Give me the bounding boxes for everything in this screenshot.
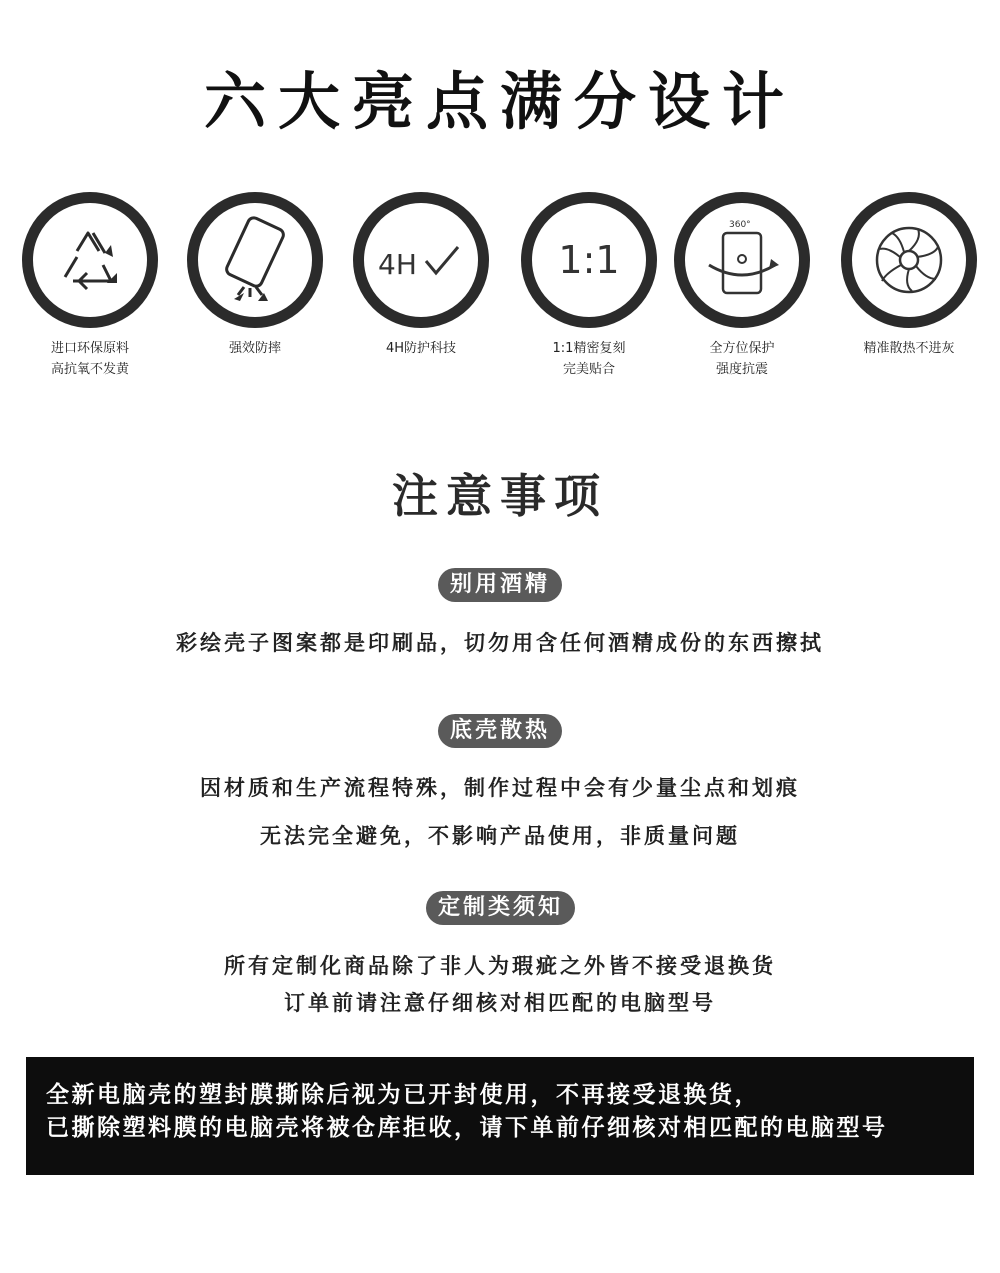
feature-item [10,192,170,380]
banner-line: 全新电脑壳的塑封膜撕除后视为已开封使用，不再接受退换货， [46,1082,760,1108]
notice-line: 因材质和生产流程特殊，制作过程中会有少量尘点和划痕 [200,776,800,800]
feature-label: 1:1精密复刻 完美贴合 [552,341,626,377]
page-title: 六大亮点满分设计 [203,65,796,138]
notice-line: 所有定制化商品除了非人为瑕疵之外皆不接受退换货 [224,954,776,978]
rotation-360-icon [674,192,810,328]
notice-line: 订单前请注意仔细核对相匹配的电脑型号 [284,991,716,1015]
warning-banner [26,1057,974,1175]
ring-text: 1:1 [558,238,620,282]
feature-list [0,192,1000,392]
feature-item [509,192,669,380]
feature-item [175,192,335,359]
ring-text: 4H [378,248,417,281]
feature-label: 强效防摔 [228,341,281,356]
recycle-icon [22,192,158,328]
ratio-icon [521,192,657,328]
feature-label: 全方位保护 强度抗震 [709,341,775,377]
notice-line: 彩绘壳子图案都是印刷品，切勿用含任何酒精成份的东西擦拭 [176,631,824,655]
feature-label: 精准散热不进灰 [863,341,955,356]
fan-icon [841,192,977,328]
notice-tag: 别用酒精 [438,568,562,602]
notice-title: 注意事项 [392,469,608,523]
feature-label: 进口环保原料 高抗氧不发黄 [50,341,129,377]
hardness-check-icon [353,192,489,328]
ring-text: 360° [729,220,751,230]
banner-line: 已撕除塑料膜的电脑壳将被仓库拒收，请下单前仔细核对相匹配的电脑型号 [46,1115,888,1141]
shockproof-phone-icon [187,192,323,328]
notice-tag: 定制类须知 [426,891,575,925]
feature-item [829,192,989,359]
feature-item [662,192,822,380]
feature-item [341,192,501,359]
notice-tag: 底壳散热 [438,714,562,748]
feature-label: 4H防护科技 [385,341,457,356]
notice-line: 无法完全避免，不影响产品使用，非质量问题 [260,824,740,848]
